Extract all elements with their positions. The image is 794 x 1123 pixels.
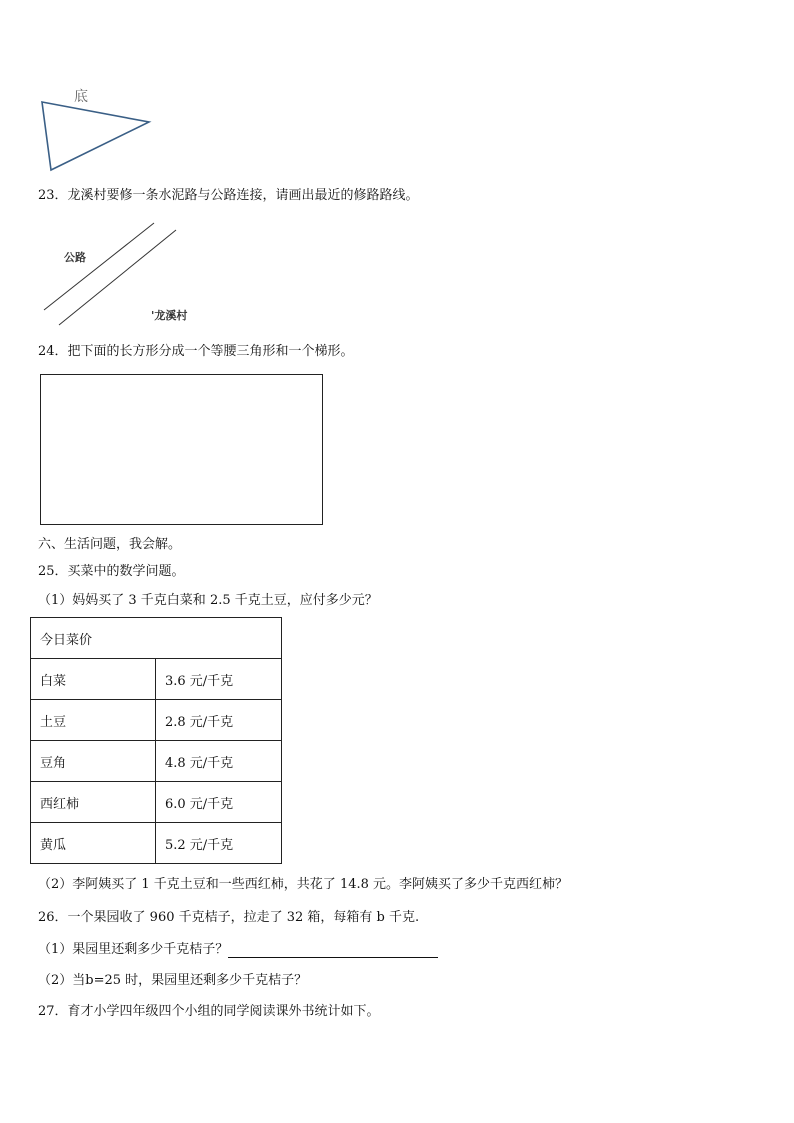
vegetable-price: 4.8 元/千克 [156,741,282,782]
triangle-shape [42,102,149,170]
answer-blank[interactable] [228,943,438,958]
table-row [31,659,282,700]
vegetable-name: 豆角 [31,741,156,782]
road-line-1 [44,223,154,310]
question-24: 24．把下面的长方形分成一个等腰三角形和一个梯形。 [38,344,354,359]
question-25-part-2: （2）李阿姨买了 1 千克土豆和一些西红柿，共花了 14.8 元。李阿姨买了多少千克西红柿？ [38,877,569,892]
table-row [31,823,282,864]
table-row [31,741,282,782]
price-table [30,617,282,864]
triangle-base-label: 底 [74,89,88,105]
road-village-figure [38,215,208,330]
table-title-row [31,618,282,659]
question-25-part-1: （1）妈妈买了 3 千克白菜和 2.5 千克土豆，应付多少元？ [38,593,378,608]
vegetable-price: 6.0 元/千克 [156,782,282,823]
vegetable-name: 西红柿 [31,782,156,823]
triangle-figure [38,84,158,176]
vegetable-price: 5.2 元/千克 [156,823,282,864]
rectangle-drawing-area [40,374,323,525]
vegetable-name: 白菜 [31,659,156,700]
table-row [31,700,282,741]
vegetable-price: 3.6 元/千克 [156,659,282,700]
vegetable-price: 2.8 元/千克 [156,700,282,741]
question-27: 27．育才小学四年级四个小组的同学阅读课外书统计如下。 [38,1004,380,1019]
question-26: 26．一个果园收了 960 千克桔子，拉走了 32 箱，每箱有 b 千克. [38,910,420,925]
vegetable-name: 黄瓜 [31,823,156,864]
question-26-part-2: （2）当b=25 时，果园里还剩多少千克桔子？ [38,973,308,988]
table-row [31,782,282,823]
table-title: 今日菜价 [31,618,282,659]
question-26-part-1-text: （1）果园里还剩多少千克桔子？ [38,942,229,957]
question-26-part-1 [38,942,438,958]
question-23: 23．龙溪村要修一条水泥路与公路连接，请画出最近的修路路线。 [38,188,419,203]
road-label: 公路 [64,251,86,264]
section-6-heading: 六、生活问题，我会解。 [38,537,182,552]
vegetable-name: 土豆 [31,700,156,741]
question-25: 25．买菜中的数学问题。 [38,564,185,579]
village-label: '龙溪村 [151,309,188,322]
